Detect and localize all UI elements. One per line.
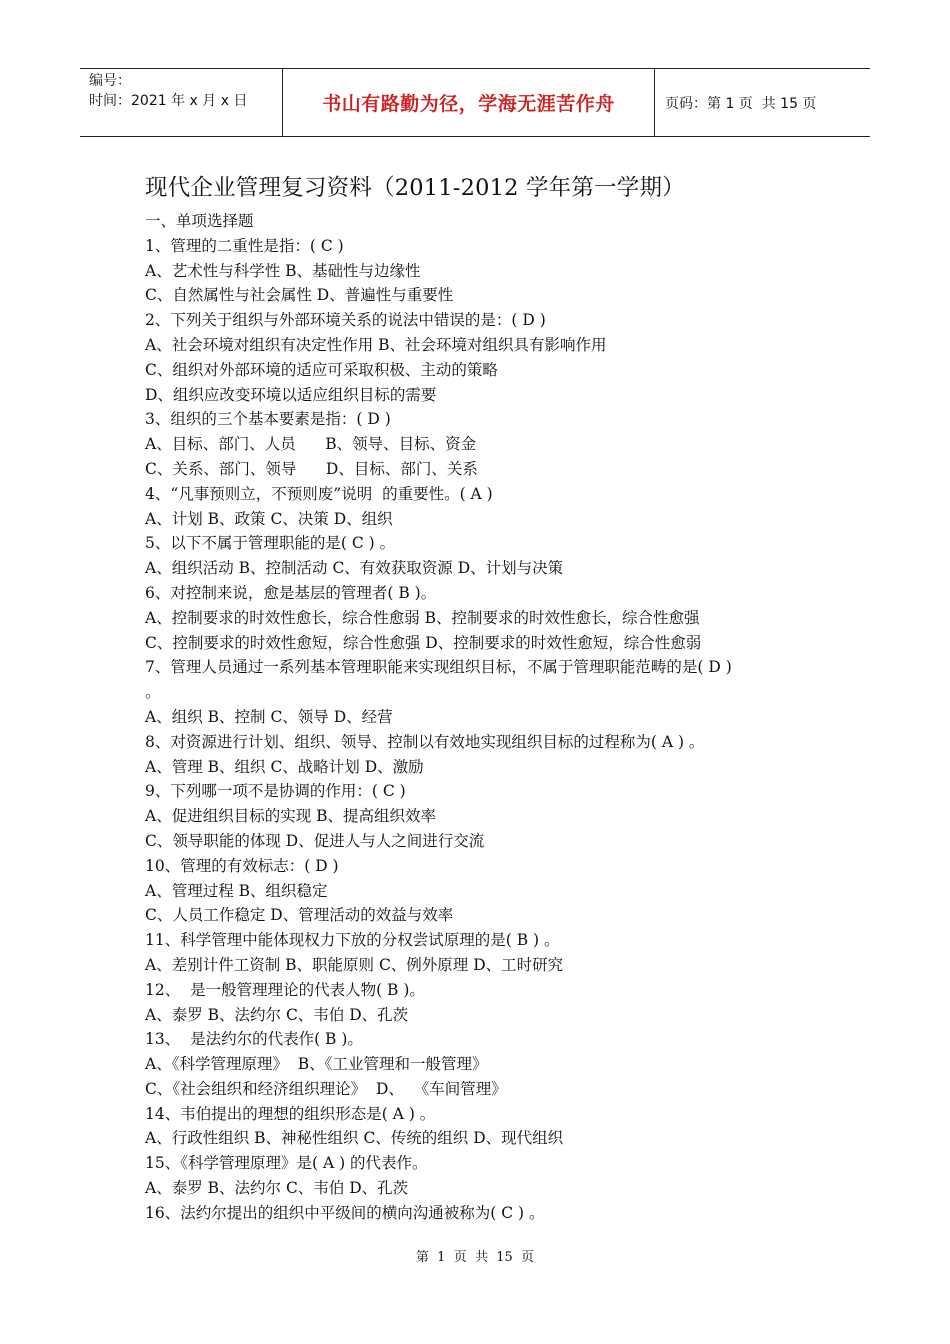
text-line: A、计划 B、政策 C、决策 D、组织 [145, 509, 393, 528]
text-line: 14、韦伯提出的理想的组织形态是( A ) 。 [145, 1104, 436, 1123]
text-line: A、促进组织目标的实现 B、提高组织效率 [145, 807, 437, 826]
header-motto: 书山有路勤为径，学海无涯苦作舟 [283, 69, 655, 136]
text-line: 。 [145, 683, 161, 702]
document-title: 现代企业管理复习资料（2011-2012 学年第一学期） [145, 175, 685, 201]
text-line: 11、科学管理中能体现权力下放的分权尝试原理的是( B ) 。 [145, 931, 560, 950]
text-line: 一、单项选择题 [145, 212, 254, 230]
text-line: 10、管理的有效标志：( D ) [145, 856, 339, 875]
text-line: A、组织活动 B、控制活动 C、有效获取资源 D、计划与决策 [145, 559, 564, 578]
text-line: A、目标、部门、人员 B、领导、目标、资金 [145, 435, 477, 454]
text-line: C、领导职能的体现 D、促进人与人之间进行交流 [145, 831, 485, 850]
text-line: A、泰罗 B、法约尔 C、韦伯 D、孔茨 [145, 1179, 409, 1198]
text-line: 1、管理的二重性是指：( C ) [145, 236, 344, 255]
text-line: 16、法约尔提出的组织中平级间的横向沟通被称为( C ) 。 [145, 1203, 545, 1222]
text-line: A、泰罗 B、法约尔 C、韦伯 D、孔茨 [145, 1005, 409, 1024]
text-line: 15、《科学管理原理》是( A ) 的代表作。 [145, 1154, 428, 1173]
header-page-text: 页码：第 1 页 共 15 页 [665, 95, 817, 112]
text-line: A、《科学管理原理》 B、《工业管理和一般管理》 [145, 1055, 488, 1074]
text-line: C、组织对外部环境的适应可采取积极、主动的策略 [145, 360, 498, 379]
text-line: 3、组织的三个基本要素是指：( D ) [145, 410, 391, 429]
page-header [80, 68, 870, 137]
header-time-label: 时间：2021 年 x 月 x 日 [89, 93, 248, 109]
text-line: C、《社会组织和经济组织理论》 D、 《车间管理》 [145, 1079, 507, 1098]
text-line: 6、对控制来说，愈是基层的管理者( B )。 [145, 583, 437, 602]
text-line: A、控制要求的时效性愈长，综合性愈弱 B、控制要求的时效性愈长，综合性愈强 [145, 608, 700, 627]
text-line: A、组织 B、控制 C、领导 D、经营 [145, 707, 393, 726]
text-line: C、关系、部门、领导 D、目标、部门、关系 [145, 459, 478, 478]
text-line: A、差别计件工资制 B、职能原则 C、例外原理 D、工时研究 [145, 955, 564, 974]
text-line: A、管理过程 B、组织稳定 [145, 881, 328, 900]
text-line: A、管理 B、组织 C、战略计划 D、激励 [145, 757, 424, 776]
text-line: C、人员工作稳定 D、管理活动的效益与效率 [145, 906, 454, 925]
text-line: A、社会环境对组织有决定性作用 B、社会环境对组织具有影响作用 [145, 335, 607, 354]
page-footer: 第 1 页 共 15 页 [415, 1250, 535, 1265]
text-line: 12、 是一般管理理论的代表人物( B )。 [145, 980, 425, 999]
text-line: A、艺术性与科学性 B、基础性与边缘性 [145, 261, 421, 280]
text-line: C、控制要求的时效性愈短，综合性愈强 D、控制要求的时效性愈短，综合性愈弱 [145, 633, 702, 652]
text-line: C、自然属性与社会属性 D、普遍性与重要性 [145, 286, 454, 305]
header-number-label: 编号： [89, 73, 131, 89]
text-line: 7、管理人员通过一系列基本管理职能来实现组织目标，不属于管理职能范畴的是( D ) [145, 658, 732, 677]
header-meta [80, 69, 283, 136]
document-body [145, 209, 835, 1226]
text-line: 5、以下不属于管理职能的是( C ) 。 [145, 534, 396, 553]
text-line: 9、下列哪一项不是协调的作用：( C ) [145, 782, 406, 801]
text-line: 13、 是法约尔的代表作( B )。 [145, 1030, 363, 1049]
text-line: 2、下列关于组织与外部环境关系的说法中错误的是：( D ) [145, 311, 546, 330]
text-line: 4、“凡事预则立，不预则废”说明 的重要性。( A ) [145, 484, 493, 503]
text-line: 8、对资源进行计划、组织、领导、控制以有效地实现组织目标的过程称为( A ) 。 [145, 732, 705, 751]
text-line: A、行政性组织 B、神秘性组织 C、传统的组织 D、现代组织 [145, 1129, 564, 1148]
header-page-info [655, 69, 870, 136]
text-line: D、组织应改变环境以适应组织目标的需要 [145, 385, 437, 404]
